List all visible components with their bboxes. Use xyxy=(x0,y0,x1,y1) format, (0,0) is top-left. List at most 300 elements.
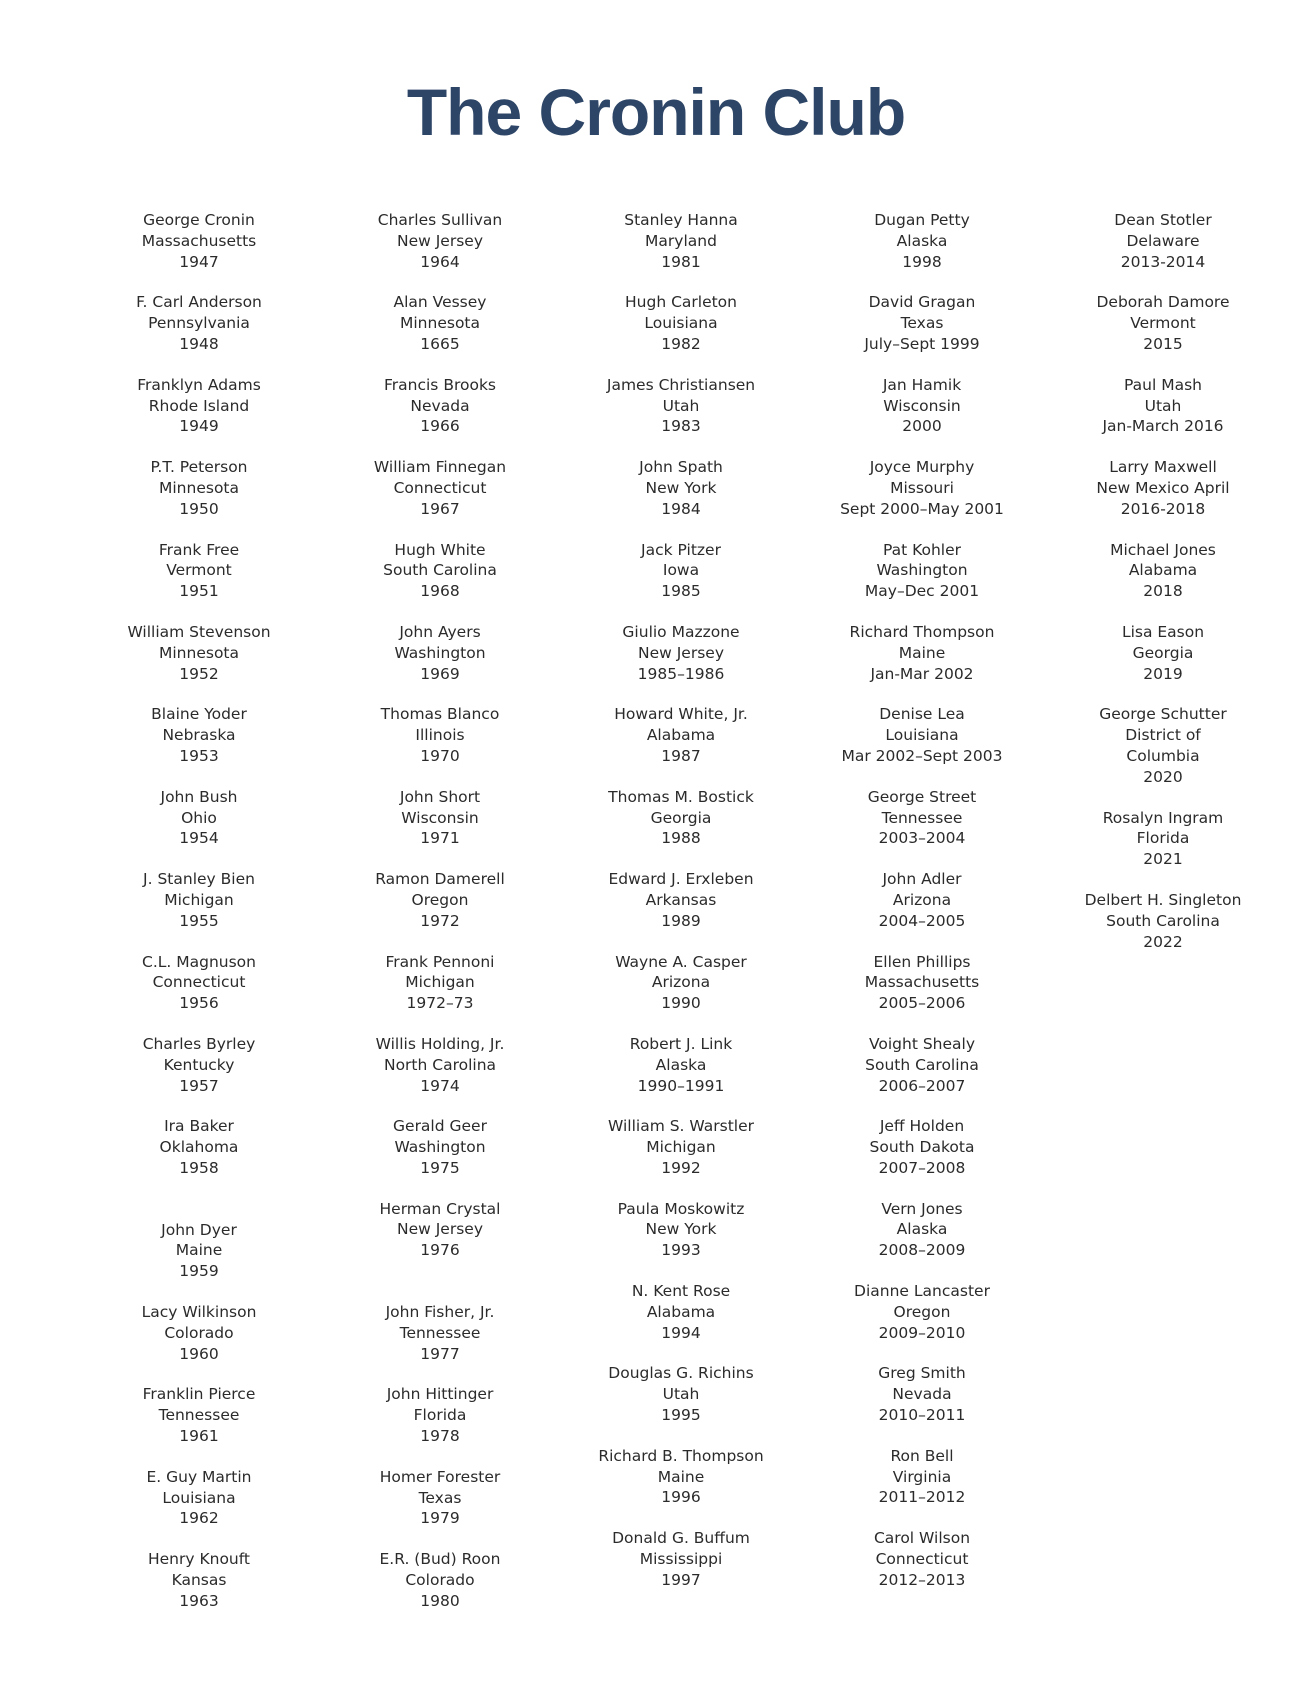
member-name: David Gragan xyxy=(868,293,976,312)
member-entry xyxy=(551,540,811,602)
member-year: 1950 xyxy=(179,499,219,518)
member-entry xyxy=(69,952,329,1014)
member-state: Louisiana xyxy=(644,314,718,333)
member-state: Alaska xyxy=(896,231,948,250)
member-state: New York xyxy=(645,1220,717,1239)
member-state: South Carolina xyxy=(1106,911,1220,930)
member-year: 1985–1986 xyxy=(637,664,725,683)
member-year: 1971 xyxy=(420,829,460,848)
member-year: 1994 xyxy=(661,1323,701,1342)
member-year: 2000 xyxy=(902,417,942,436)
member-name: Larry Maxwell xyxy=(1109,458,1217,477)
member-year: 1958 xyxy=(179,1158,219,1177)
member-state: Florida xyxy=(413,1406,467,1425)
member-state: Arkansas xyxy=(645,890,717,909)
member-state: Colorado xyxy=(164,1323,234,1342)
member-name: Alan Vessey xyxy=(393,293,487,312)
member-entry xyxy=(310,952,570,1014)
member-year: 1990 xyxy=(661,994,701,1013)
member-state: Texas xyxy=(900,314,944,333)
member-state: Kansas xyxy=(171,1571,227,1590)
member-entry xyxy=(1033,210,1293,272)
member-entry xyxy=(69,292,329,354)
member-name: Thomas M. Bostick xyxy=(608,787,754,806)
member-entry xyxy=(310,704,570,766)
member-name: Herman Crystal xyxy=(379,1199,501,1218)
member-entry xyxy=(792,210,1052,272)
member-name: William Finnegan xyxy=(373,458,507,477)
member-state: Connecticut xyxy=(875,1550,969,1569)
member-name: Henry Knouft xyxy=(147,1550,251,1569)
member-year: 2015 xyxy=(1143,334,1183,353)
member-entry xyxy=(792,1363,1052,1425)
member-year: 1998 xyxy=(902,252,942,271)
member-entry xyxy=(69,1549,329,1611)
member-name: William S. Warstler xyxy=(607,1117,754,1136)
member-entry xyxy=(551,1363,811,1425)
member-state: Nevada xyxy=(892,1385,952,1404)
member-entry xyxy=(1033,808,1293,870)
member-state: Massachusetts xyxy=(141,231,257,250)
member-name: Douglas G. Richins xyxy=(608,1364,754,1383)
member-name: E. Guy Martin xyxy=(146,1467,252,1486)
member-name: Paula Moskowitz xyxy=(617,1199,745,1218)
member-year: 1966 xyxy=(420,417,460,436)
member-name: Wayne A. Casper xyxy=(615,952,747,971)
member-entry xyxy=(69,1034,329,1096)
member-entry xyxy=(1033,704,1293,787)
member-name: Edward J. Erxleben xyxy=(608,870,754,889)
member-entry xyxy=(551,952,811,1014)
spacer xyxy=(69,1199,329,1220)
roster-column xyxy=(551,210,811,1611)
member-name: Ira Baker xyxy=(164,1117,234,1136)
member-state: Maryland xyxy=(645,231,717,250)
member-entry xyxy=(1033,622,1293,684)
member-entry xyxy=(551,1116,811,1178)
member-state: Connecticut xyxy=(152,973,246,992)
member-name: Ramon Damerell xyxy=(375,870,505,889)
member-name: Vern Jones xyxy=(881,1199,963,1218)
member-year: 2008–2009 xyxy=(878,1241,966,1260)
member-state: Alaska xyxy=(896,1220,948,1239)
member-name: Richard B. Thompson xyxy=(598,1446,764,1465)
member-state: Oregon xyxy=(411,890,469,909)
member-entry xyxy=(310,1034,570,1096)
member-entry xyxy=(792,375,1052,437)
member-state: Nevada xyxy=(410,396,470,415)
member-name: Donald G. Buffum xyxy=(612,1529,750,1548)
member-entry xyxy=(310,1302,570,1364)
member-name: Giulio Mazzone xyxy=(622,622,740,641)
member-name: Homer Forester xyxy=(379,1467,501,1486)
member-year: 1988 xyxy=(661,829,701,848)
member-name: John Ayers xyxy=(399,622,481,641)
member-entry xyxy=(310,210,570,272)
member-year: 2011–2012 xyxy=(878,1488,966,1507)
member-entry xyxy=(310,1467,570,1529)
member-entry xyxy=(69,1220,329,1282)
member-state: Massachusetts xyxy=(864,973,980,992)
member-entry xyxy=(792,1116,1052,1178)
member-year: 1957 xyxy=(179,1076,219,1095)
member-entry xyxy=(69,540,329,602)
member-name: Blaine Yoder xyxy=(151,705,247,724)
member-state: Florida xyxy=(1136,829,1190,848)
member-name: John Dyer xyxy=(161,1220,237,1239)
member-year: 1955 xyxy=(179,911,219,930)
member-year: 1974 xyxy=(420,1076,460,1095)
member-state: Wisconsin xyxy=(401,808,479,827)
member-name: Paul Mash xyxy=(1124,375,1202,394)
member-name: John Short xyxy=(399,787,481,806)
member-state: Rhode Island xyxy=(148,396,250,415)
member-state: Maine xyxy=(657,1467,705,1486)
member-name: George Cronin xyxy=(143,211,255,229)
member-entry xyxy=(69,704,329,766)
member-state: Michigan xyxy=(646,1138,716,1157)
member-entry xyxy=(792,292,1052,354)
page-title: The Cronin Club xyxy=(406,75,906,149)
member-state: Alabama xyxy=(1128,561,1198,580)
member-state: Vermont xyxy=(1130,314,1196,333)
member-year: 1981 xyxy=(661,252,701,271)
member-state: South Carolina xyxy=(865,1055,979,1074)
member-year: 1948 xyxy=(179,334,219,353)
member-state: Georgia xyxy=(650,808,712,827)
member-name: Hugh White xyxy=(394,540,486,559)
member-name: Denise Lea xyxy=(879,705,965,724)
member-state: Tennessee xyxy=(399,1323,481,1342)
member-entry xyxy=(69,1467,329,1529)
member-entry xyxy=(792,1034,1052,1096)
member-state: South Dakota xyxy=(869,1138,975,1157)
member-entry xyxy=(69,1116,329,1178)
member-year: May–Dec 2001 xyxy=(864,582,980,601)
member-state: Vermont xyxy=(166,561,232,580)
member-state: New Mexico April xyxy=(1096,478,1230,497)
member-entry xyxy=(310,375,570,437)
member-year: 1970 xyxy=(420,746,460,765)
member-state: Minnesota xyxy=(400,314,480,333)
member-state: Ohio xyxy=(181,808,217,827)
member-entry xyxy=(310,1199,570,1261)
member-entry xyxy=(792,704,1052,766)
member-year: 1972 xyxy=(420,911,460,930)
member-entry xyxy=(69,869,329,931)
member-state: Mississippi xyxy=(639,1550,723,1569)
member-state: Alabama xyxy=(646,726,716,745)
member-name: Thomas Blanco xyxy=(380,705,500,724)
member-name: Lacy Wilkinson xyxy=(141,1303,257,1322)
member-year: 1983 xyxy=(661,417,701,436)
member-year: 1964 xyxy=(420,252,460,271)
member-year: 1996 xyxy=(661,1488,701,1507)
member-name: George Schutter xyxy=(1099,705,1227,724)
roster-column xyxy=(1033,210,1293,972)
member-entry xyxy=(69,1384,329,1446)
member-name: Charles Byrley xyxy=(142,1034,256,1053)
member-year: 1995 xyxy=(661,1406,701,1425)
member-state: Tennessee xyxy=(881,808,963,827)
member-year: 1969 xyxy=(420,664,460,683)
member-year: 1992 xyxy=(661,1158,701,1177)
member-state: Delaware xyxy=(1126,231,1200,250)
member-state: Texas xyxy=(418,1488,462,1507)
member-entry xyxy=(551,1446,811,1508)
member-entry xyxy=(551,1034,811,1096)
member-year: 2012–2013 xyxy=(878,1570,966,1589)
member-entry xyxy=(1033,457,1293,519)
member-entry xyxy=(792,622,1052,684)
member-entry xyxy=(792,787,1052,849)
member-state: Illinois xyxy=(415,726,465,745)
member-entry xyxy=(310,869,570,931)
member-year: 1982 xyxy=(661,334,701,353)
member-state: Louisiana xyxy=(885,726,959,745)
member-entry xyxy=(551,375,811,437)
member-entry xyxy=(1033,540,1293,602)
member-year: 1980 xyxy=(420,1591,460,1610)
member-name: Jan Hamik xyxy=(882,375,962,394)
member-name: William Stevenson xyxy=(127,622,271,641)
member-entry xyxy=(69,457,329,519)
member-name: Gerald Geer xyxy=(393,1117,487,1136)
member-name: C.L. Magnuson xyxy=(142,952,256,971)
member-year: 2007–2008 xyxy=(878,1158,966,1177)
member-name: Jeff Holden xyxy=(879,1117,965,1136)
member-year: 2020 xyxy=(1143,767,1183,786)
member-entry xyxy=(1033,292,1293,354)
member-state: Kentucky xyxy=(163,1055,235,1074)
member-year: 1985 xyxy=(661,582,701,601)
member-entry xyxy=(551,292,811,354)
member-state: Michigan xyxy=(164,890,234,909)
member-entry xyxy=(551,210,811,272)
member-name: Rosalyn Ingram xyxy=(1102,808,1224,827)
member-name: Richard Thompson xyxy=(849,622,995,641)
member-year: Jan-Mar 2002 xyxy=(870,664,974,683)
member-year: 1960 xyxy=(179,1344,219,1363)
member-entry xyxy=(69,210,329,272)
member-year: July–Sept 1999 xyxy=(864,334,980,353)
member-entry xyxy=(310,457,570,519)
member-name: Pat Kohler xyxy=(882,540,962,559)
member-name: Francis Brooks xyxy=(384,375,496,394)
member-name: Jack Pitzer xyxy=(641,540,721,559)
member-state: Utah xyxy=(662,396,700,415)
member-name: Greg Smith xyxy=(878,1364,966,1383)
member-state: Colorado xyxy=(405,1571,475,1590)
member-name: Howard White, Jr. xyxy=(614,705,748,724)
member-state: Pennsylvania xyxy=(148,314,250,333)
member-state: Arizona xyxy=(892,890,952,909)
member-year: 1997 xyxy=(661,1570,701,1589)
member-year: 1953 xyxy=(179,746,219,765)
member-year: 1956 xyxy=(179,994,219,1013)
roster-column xyxy=(310,210,570,1632)
member-state: Washington xyxy=(394,643,486,662)
member-year: 1954 xyxy=(179,829,219,848)
member-entry xyxy=(1033,890,1293,952)
member-year: 2009–2010 xyxy=(878,1323,966,1342)
member-name: P.T. Peterson xyxy=(150,458,248,477)
member-name: Frank Free xyxy=(158,540,240,559)
member-state: Alabama xyxy=(646,1302,716,1321)
member-name: Robert J. Link xyxy=(629,1034,733,1053)
member-entry xyxy=(310,1549,570,1611)
member-year: 2010–2011 xyxy=(878,1406,966,1425)
member-entry xyxy=(310,787,570,849)
member-state: Oregon xyxy=(893,1302,951,1321)
member-name: Dugan Petty xyxy=(874,211,970,229)
member-state: Minnesota xyxy=(159,643,239,662)
roster-column xyxy=(69,210,329,1632)
member-state: Virginia xyxy=(892,1467,952,1486)
member-year: 1977 xyxy=(420,1344,460,1363)
member-state: Maine xyxy=(898,643,946,662)
member-entry xyxy=(792,1281,1052,1343)
member-name: E.R. (Bud) Roon xyxy=(379,1550,501,1569)
member-entry xyxy=(792,1528,1052,1590)
member-state: Washington xyxy=(394,1138,486,1157)
member-year: 1963 xyxy=(179,1591,219,1610)
member-name: John Fisher, Jr. xyxy=(385,1303,495,1322)
member-year: 1984 xyxy=(661,499,701,518)
member-year: 2016-2018 xyxy=(1120,499,1206,518)
member-name: Dean Stotler xyxy=(1114,211,1212,229)
member-year: 2013-2014 xyxy=(1120,252,1206,271)
member-state: Missouri xyxy=(890,478,954,497)
member-year: 2019 xyxy=(1143,664,1183,683)
member-entry xyxy=(792,869,1052,931)
member-state: Iowa xyxy=(662,561,700,580)
member-state: New Jersey xyxy=(397,1220,483,1239)
member-name: John Bush xyxy=(160,787,238,806)
member-name: Joyce Murphy xyxy=(869,458,975,477)
member-name: Lisa Eason xyxy=(1121,622,1205,641)
member-name: Delbert H. Singleton xyxy=(1084,890,1242,909)
member-name: John Spath xyxy=(639,458,723,477)
member-year: 2004–2005 xyxy=(878,911,966,930)
member-year: 1990–1991 xyxy=(637,1076,725,1095)
member-year: 1972–73 xyxy=(406,994,474,1013)
member-name: Stanley Hanna xyxy=(624,211,738,229)
member-entry xyxy=(310,622,570,684)
member-name: Willis Holding, Jr. xyxy=(375,1034,505,1053)
member-year: 1959 xyxy=(179,1262,219,1281)
spacer xyxy=(310,1281,570,1302)
member-year: Jan-March 2016 xyxy=(1102,417,1224,436)
member-name: Hugh Carleton xyxy=(625,293,737,312)
member-year: 2003–2004 xyxy=(878,829,966,848)
member-entry xyxy=(69,375,329,437)
member-state: Nebraska xyxy=(162,726,236,745)
member-state: Oklahoma xyxy=(159,1138,239,1157)
member-entry xyxy=(310,1116,570,1178)
member-entry xyxy=(69,1302,329,1364)
member-entry xyxy=(551,1528,811,1590)
member-state: Connecticut xyxy=(393,478,487,497)
member-year: 1947 xyxy=(179,252,219,271)
member-year: 2005–2006 xyxy=(878,994,966,1013)
member-state: Washington xyxy=(876,561,968,580)
member-year: 1979 xyxy=(420,1509,460,1528)
member-name: Carol Wilson xyxy=(873,1529,971,1548)
member-entry xyxy=(551,622,811,684)
member-year: 2006–2007 xyxy=(878,1076,966,1095)
member-year: 2018 xyxy=(1143,582,1183,601)
member-entry xyxy=(551,1281,811,1343)
member-year: 1968 xyxy=(420,582,460,601)
member-entry xyxy=(551,1199,811,1261)
member-entry xyxy=(551,704,811,766)
member-name: John Hittinger xyxy=(386,1385,494,1404)
member-entry xyxy=(551,869,811,931)
member-name: George Street xyxy=(867,787,977,806)
member-name: Dianne Lancaster xyxy=(854,1282,990,1301)
member-year: 1949 xyxy=(179,417,219,436)
member-state: Alaska xyxy=(655,1055,707,1074)
member-entry xyxy=(310,540,570,602)
member-state: District of Columbia xyxy=(1125,726,1201,765)
member-year: 1962 xyxy=(179,1509,219,1528)
member-entry xyxy=(69,787,329,849)
member-state: New York xyxy=(645,478,717,497)
member-entry xyxy=(69,622,329,684)
member-entry xyxy=(792,952,1052,1014)
member-entry xyxy=(792,1199,1052,1261)
member-name: James Christiansen xyxy=(606,375,756,394)
member-entry xyxy=(792,457,1052,519)
member-name: Charles Sullivan xyxy=(377,211,503,229)
member-entry xyxy=(792,540,1052,602)
member-state: Georgia xyxy=(1132,643,1194,662)
member-name: Deborah Damore xyxy=(1096,293,1230,312)
member-year: 2022 xyxy=(1143,932,1183,951)
member-name: Ron Bell xyxy=(890,1446,954,1465)
member-state: South Carolina xyxy=(383,561,497,580)
member-year: 2021 xyxy=(1143,850,1183,869)
member-name: Franklin Pierce xyxy=(142,1385,256,1404)
member-state: Michigan xyxy=(405,973,475,992)
member-state: North Carolina xyxy=(383,1055,497,1074)
member-name: Michael Jones xyxy=(1110,540,1216,559)
member-name: Frank Pennoni xyxy=(385,952,495,971)
member-year: Sept 2000–May 2001 xyxy=(840,499,1004,518)
member-entry xyxy=(551,787,811,849)
member-entry xyxy=(310,292,570,354)
member-state: Tennessee xyxy=(158,1406,240,1425)
member-state: Louisiana xyxy=(162,1488,236,1507)
member-year: 1978 xyxy=(420,1427,460,1446)
member-state: Arizona xyxy=(651,973,711,992)
member-year: 1665 xyxy=(420,334,460,353)
member-year: Mar 2002–Sept 2003 xyxy=(841,746,1003,765)
member-state: Utah xyxy=(1144,396,1182,415)
member-year: 1987 xyxy=(661,746,701,765)
member-name: John Adler xyxy=(882,870,962,889)
member-entry xyxy=(551,457,811,519)
member-entry xyxy=(310,1384,570,1446)
member-entry xyxy=(792,1446,1052,1508)
member-year: 1993 xyxy=(661,1241,701,1260)
member-year: 1976 xyxy=(420,1241,460,1260)
member-state: New Jersey xyxy=(397,231,483,250)
member-year: 1952 xyxy=(179,664,219,683)
member-state: Utah xyxy=(662,1385,700,1404)
member-year: 1951 xyxy=(179,582,219,601)
